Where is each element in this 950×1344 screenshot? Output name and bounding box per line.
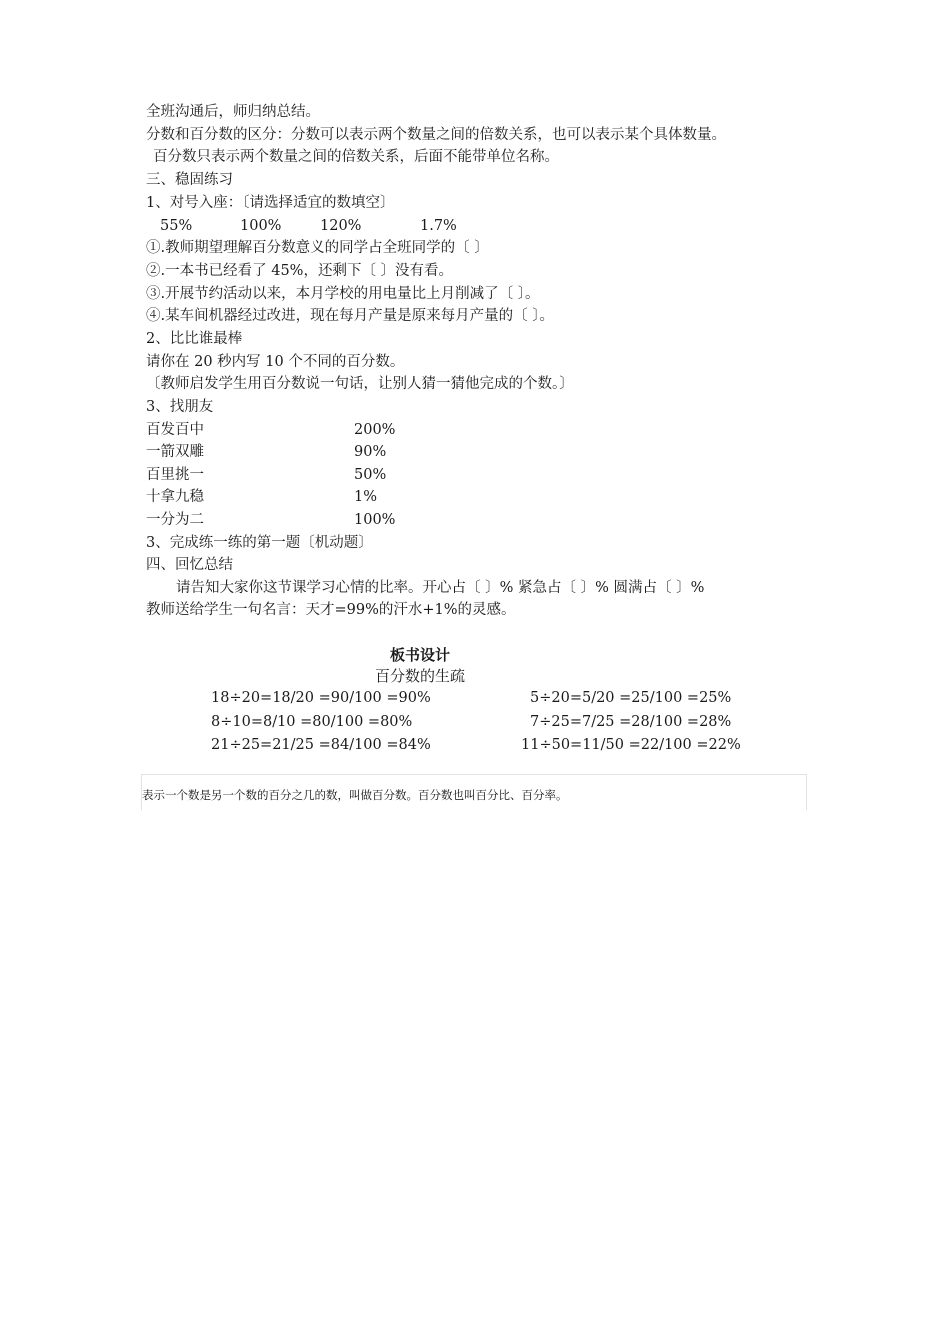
board-equation-right: 11÷50=11/50 =22/100 =22% [521, 737, 741, 753]
section4-heading: 四、回忆总结 [146, 557, 233, 573]
q4-title: 3、完成练一练的第一题〔机动题〕 [146, 535, 373, 551]
percentage: 90% [354, 444, 387, 460]
percentage: 50% [354, 467, 387, 483]
board-equation-right: 5÷20=5/20 =25/100 =25% [530, 690, 732, 706]
q1-title: 1、对号入座：〔请选择适宜的数填空〕 [146, 195, 395, 211]
q1-option: 100% [240, 218, 282, 234]
board-equation-left: 21÷25=21/25 =84/100 =84% [211, 737, 431, 753]
idiom: 一箭双雕 [146, 444, 204, 460]
percentage: 1% [354, 489, 378, 505]
board-heading: 板书设计 [389, 646, 450, 664]
section3-heading: 三、稳固练习 [146, 172, 233, 188]
q2-line-2: 〔教师启发学生用百分数说一句话，让别人猜一猜他完成的个数。〕 [146, 376, 574, 392]
q1-item: ①.教师期望理解百分数意义的同学占全班同学的〔 〕 [146, 240, 489, 256]
board-subtitle: 百分数的生疏 [374, 667, 465, 685]
idiom: 百里挑一 [146, 467, 204, 483]
definition-text: 表示一个数是另一个数的百分之几的数，叫做百分数。百分数也叫百分比、百分率。 [142, 788, 568, 802]
q1-option: 1.7% [420, 218, 457, 234]
q2-title: 2、比比谁最棒 [146, 331, 243, 347]
q1-option: 55% [160, 218, 193, 234]
q1-option: 120% [320, 218, 362, 234]
board-equation-right: 7÷25=7/25 =28/100 =28% [530, 714, 732, 730]
q1-item: ③.开展节约活动以来，本月学校的用电量比上月削减了〔 〕。 [146, 286, 540, 302]
q1-options [160, 216, 500, 236]
quote-line: 教师送给学生一句名言：天才=99%的汗水+1%的灵感。 [146, 602, 516, 618]
percentage: 200% [354, 422, 396, 438]
difference-line-2: 百分数只表示两个数量之间的倍数关系，后面不能带单位名称。 [153, 149, 559, 165]
q1-item: ②.一本书已经看了 45%，还剩下〔 〕没有看。 [146, 263, 454, 279]
board-equation-left: 18÷20=18/20 =90/100 =90% [211, 690, 431, 706]
board-equation-left: 8÷10=8/10 =80/100 =80% [211, 714, 413, 730]
idiom: 十拿九稳 [146, 489, 204, 505]
q3-title: 3、找朋友 [146, 399, 214, 415]
summary-line: 全班沟通后，师归纳总结。 [146, 104, 320, 120]
mood-ratio-line: 请告知大家你这节课学习心情的比率。开心占〔 〕% 紧急占〔 〕% 圆满占〔 〕% [176, 580, 705, 596]
difference-line-1: 分数和百分数的区分：分数可以表示两个数量之间的倍数关系，也可以表示某个具体数量。 [146, 127, 726, 143]
q1-item: ④.某车间机器经过改进，现在每月产量是原来每月产量的〔 〕。 [146, 308, 554, 324]
idiom: 一分为二 [146, 512, 204, 528]
q2-line-1: 请你在 20 秒内写 10 个不同的百分数。 [146, 354, 405, 370]
percentage: 100% [354, 512, 396, 528]
definition-box [141, 774, 807, 810]
idiom: 百发百中 [146, 422, 204, 438]
